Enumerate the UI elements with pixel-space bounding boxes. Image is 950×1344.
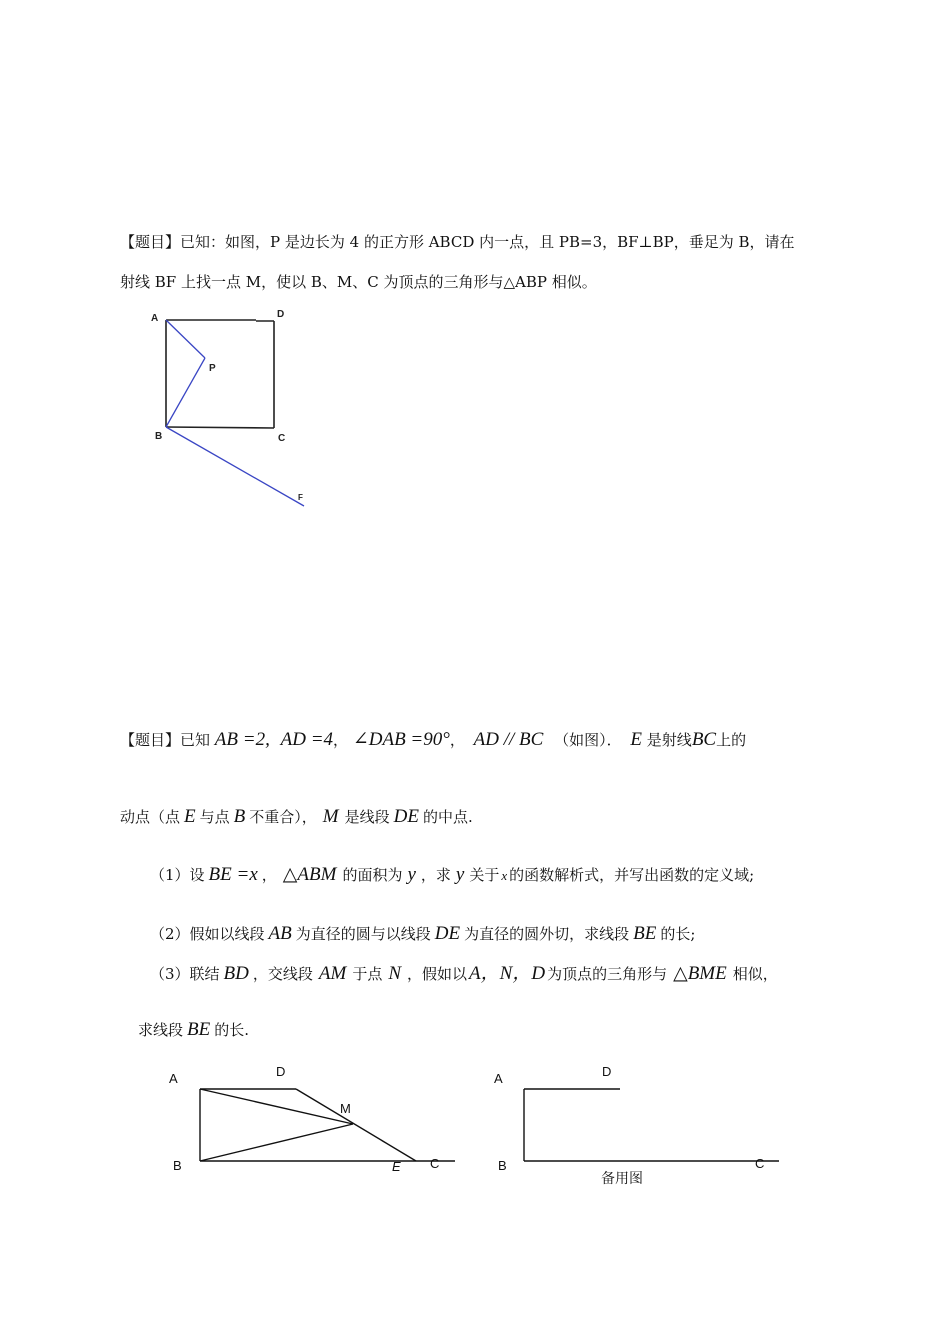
q2-l1-text-2: （如图）． xyxy=(554,731,622,749)
q1-label-B: B xyxy=(155,431,163,442)
q2-p3-text-5: 为顶点的三角形与 xyxy=(547,965,668,983)
q2-l1-sep2: ， xyxy=(449,731,465,749)
fig1-label-A: A xyxy=(169,1071,178,1086)
q2-p3b-text-2: 的长. xyxy=(214,1021,250,1039)
q2-p2-text-4: 的长; xyxy=(660,925,696,943)
q2-p3b-text: 求线段 xyxy=(138,1021,184,1039)
q2-p3-text-6: 相似， xyxy=(732,965,778,983)
q2-p3-text: （3）联结 xyxy=(150,965,220,983)
math-AM: AM xyxy=(318,963,347,984)
math-BC: BC xyxy=(691,729,717,750)
math-E: E xyxy=(630,729,643,750)
fig2-label-B: B xyxy=(498,1158,507,1173)
q1-label-P: P xyxy=(209,363,216,374)
q2-p1-text-3: 的面积为 xyxy=(342,866,403,884)
math-M: M xyxy=(322,806,339,827)
q2-p3-text-2: ，交线段 xyxy=(252,965,313,983)
math-BD: BD xyxy=(223,963,249,984)
q2-p3-text-3: 于点 xyxy=(352,965,383,983)
math-BE: BE xyxy=(187,1019,211,1040)
fig2-label-A: A xyxy=(494,1071,503,1086)
math-y: y xyxy=(455,864,465,885)
q2-l1-text-3: 是射线 xyxy=(646,731,692,749)
fig1-label-C: C xyxy=(430,1156,440,1171)
math-E: E xyxy=(184,806,196,827)
q2-l2-text-3: 不重合）， xyxy=(249,808,317,826)
q2-p3-text-4: ，假如以 xyxy=(407,965,468,983)
math-x: x xyxy=(501,868,508,883)
math-angle-DAB: ∠DAB =90° xyxy=(352,729,450,750)
fig1-label-M: M xyxy=(340,1101,351,1116)
q1-label-C: C xyxy=(278,433,286,444)
math-triangle-BME: △BME xyxy=(673,963,727,984)
math-AD-eq: AD =4 xyxy=(280,729,334,750)
q2-l2-text: 动点（点 xyxy=(120,808,181,826)
spare-figure-caption: 备用图 xyxy=(601,1171,643,1187)
fig2-label-D: D xyxy=(602,1064,612,1079)
q1-line-1: 【题目】已知：如图，P 是边长为 4 的正方形 ABCD 内一点，且 PB=3，BF⊥BP，垂足为 B，请在 xyxy=(120,233,795,251)
q2-l2-text-5: 的中点. xyxy=(422,808,473,826)
math-triangle-ABM: △ABM xyxy=(282,864,337,885)
math-DE: DE xyxy=(434,923,461,944)
q2-p1-text-4: ，求 xyxy=(420,866,451,884)
q2-p2-text: （2）假如以线段 xyxy=(150,925,265,943)
q2-l1-text-4: 上的 xyxy=(716,731,747,749)
q1-line-2: 射线 BF 上找一点 M，使以 B、M、C 为顶点的三角形与△ABP 相似。 xyxy=(120,273,597,291)
math-A-N-D: A，N，D xyxy=(469,963,546,984)
math-AB: AB xyxy=(268,923,292,944)
fig2-label-C: C xyxy=(755,1156,765,1171)
math-BE: BE xyxy=(633,923,657,944)
q2-p1-text: （1）设 xyxy=(150,866,205,884)
q2-l2-text-4: 是线段 xyxy=(344,808,390,826)
math-B: B xyxy=(233,806,246,827)
math-DE: DE xyxy=(393,806,419,827)
q1-label-D: D xyxy=(277,309,285,320)
fig1-label-D: D xyxy=(276,1064,286,1079)
math-N: N xyxy=(388,963,402,984)
fig1-label-E: E xyxy=(392,1159,401,1174)
q2-p1-text-6: 的函数解析式，并写出函数的定义域; xyxy=(509,866,755,884)
q2-l2-text-2: 与点 xyxy=(199,808,230,826)
q2-p2-text-2: 为直径的圆与以线段 xyxy=(295,925,431,943)
q2-p1-text-2: ， xyxy=(261,866,277,884)
math-AB-eq: AB =2, xyxy=(214,729,270,750)
q2-p1-text-5: 关于 xyxy=(469,866,500,884)
q2-l1-text: 【题目】已知 xyxy=(120,731,211,749)
fig1-label-B: B xyxy=(173,1158,182,1173)
q2-p2-text-3: 为直径的圆外切，求线段 xyxy=(464,925,630,943)
q1-label-A: A xyxy=(151,313,159,324)
math-BE-eq-x: BE =x xyxy=(208,864,258,885)
math-y: y xyxy=(407,864,416,885)
math-AD-parallel-BC: AD // BC xyxy=(473,729,544,750)
q2-l1-sep1: ， xyxy=(333,731,349,749)
q1-label-F: F xyxy=(298,493,303,502)
